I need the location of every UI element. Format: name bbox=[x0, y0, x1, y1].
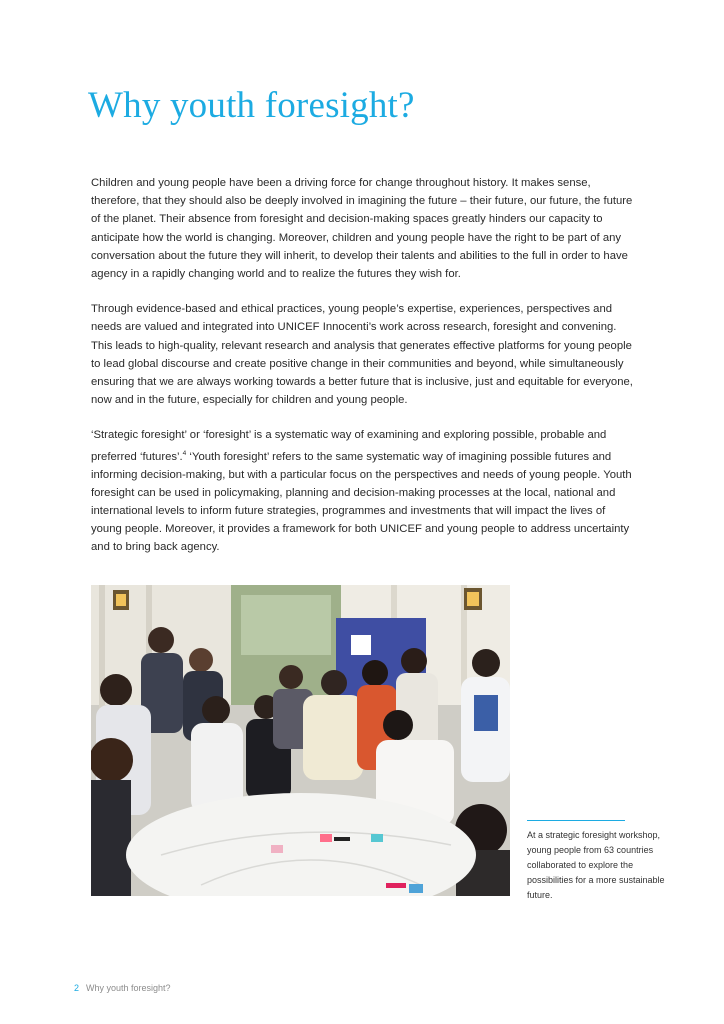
paragraph-1: Children and young people have been a driving force for change throughout history. It makes sense, therefore, that they should also be deeply involved in imagining the future – their future, our future, the future of the planet. Their absence from foresight and decision-making spaces greatly hinders our capacity to anticipate how the world is changing. Moreover, children and young people have the right to be part of any conversation about the future they will inherit, to develop their talents and abilities to the full in order to have agency in a rapidly changing world and to realize the futures they wish for. bbox=[91, 177, 633, 281]
footer-section-title: Why youth foresight? bbox=[86, 983, 171, 993]
photo-caption: At a strategic foresight workshop, young people from 63 countries collaborated to explore the possibilities for a more sustainable future. bbox=[527, 830, 665, 901]
body-text bbox=[91, 174, 636, 574]
paragraph-2: Through evidence-based and ethical practices, young people’s expertise, experiences, perspectives and needs are valued and integrated into UNICEF Innocenti’s work across research, foresight and convening. This leads to high-quality, relevant research and analysis that generates effective platforms for young people to lead global discourse and create positive change in their communities and beyond, while simultaneously ensuring that we are always working towards a better future that is inclusive, just and equitable for everyone, now and in the future, especially for children and young people. bbox=[91, 303, 633, 407]
footnote-marker[interactable]: 4 bbox=[182, 449, 187, 457]
page-title: Why youth foresight? bbox=[88, 85, 415, 126]
paragraph-3 bbox=[91, 426, 636, 556]
workshop-photo-illustration bbox=[91, 585, 510, 896]
workshop-photo bbox=[91, 585, 510, 896]
page-footer bbox=[74, 983, 171, 993]
caption-divider bbox=[527, 820, 625, 821]
paragraph-3-part-1: ‘Strategic foresight’ or ‘foresight’ is a systematic way of examining and exploring possible, probable and preferred ‘futures’. bbox=[91, 429, 607, 463]
paragraph-3-part-2: ‘Youth foresight’ refers to the same systematic way of imagining possible futures and informing decision-making, but with a particular focus on the perspectives and needs of young people. Youth foresight can be used in policymaking, planning and decision-making processes at the local, national and international levels to inform future strategies, programmes and investments that will impact the lives of young people. Moreover, it provides a framework for both UNICEF and young people to address uncertainty and to bring back agency. bbox=[91, 450, 632, 554]
page-number: 2 bbox=[74, 983, 80, 993]
